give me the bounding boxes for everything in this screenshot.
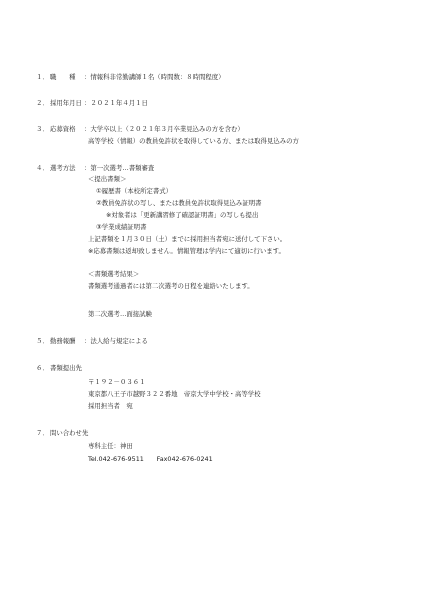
section-7-label: 問い合わせ先	[50, 429, 89, 437]
section-1-number: １．	[36, 73, 49, 81]
address: 東京都八王子市越野３２２番地 帝京大学中学校・高等学校	[88, 390, 261, 398]
result-text: 書類選考通過者には第二次選考の日程を連絡いたします。	[88, 282, 254, 290]
section-2-number: ２．	[36, 99, 49, 107]
document-item-1: ①履歴書（本校所定書式）	[96, 187, 173, 195]
section-3-label: 応募資格	[50, 125, 76, 133]
contact-person: 専科主任：神田	[88, 442, 133, 450]
section-4-number: ４．	[36, 164, 49, 172]
section-6-number: ６．	[36, 364, 49, 372]
section-2-value: ：２０２１年４月１日	[84, 99, 148, 107]
section-5-label: 勤務報酬	[50, 337, 76, 345]
result-heading: ＜書類選考結果＞	[88, 270, 140, 278]
section-1-value: ：情報科非常勤講師１名（時間数：８時間程度）	[84, 73, 225, 81]
section-4-label: 選考方法	[50, 164, 76, 172]
section-5-value: ：法人給与規定による	[84, 337, 148, 345]
documents-heading: ＜提出書類＞	[88, 175, 127, 183]
document-item-2: ②教員免許状の写し、または教員免許状取得見込み証明書	[96, 199, 262, 207]
document-item-3: ③学業成績証明書	[96, 223, 147, 231]
recipient: 採用担当者 宛	[88, 402, 133, 410]
section-4-value: ：第一次選考…書類審査	[84, 164, 155, 172]
section-1-label: 職 種	[50, 73, 76, 81]
section-6-label: 書類提出先	[50, 364, 82, 372]
contact-phone-fax: Tel.042-676-9511 Fax042-676-0241	[88, 455, 213, 463]
section-5-number: ５．	[36, 337, 49, 345]
section-3-line2: 高等学校（情報）の教員免許状を取得している方、または取得見込みの方	[88, 137, 299, 145]
return-notice: ※応募書類は返却致しません。情報管理は学内にて適切に行います。	[88, 247, 285, 255]
section-2-label: 採用年月日	[50, 99, 82, 107]
section-7-number: ７．	[36, 429, 49, 437]
document-item-2-note: ※対象者は「更新講習修了確認証明書」の写しも提出	[106, 211, 259, 219]
section-3-value: ：大学卒以上（２０２１年３月卒業見込みの方を含む）	[84, 125, 244, 133]
section-3-number: ３．	[36, 125, 49, 133]
postal-code: 〒１９２－０３６１	[88, 378, 146, 386]
second-selection: 第二次選考…面接試験	[88, 310, 152, 318]
submission-deadline: 上記書類を１月３０日（土）までに採用担当者宛に送付して下さい。	[88, 235, 287, 243]
